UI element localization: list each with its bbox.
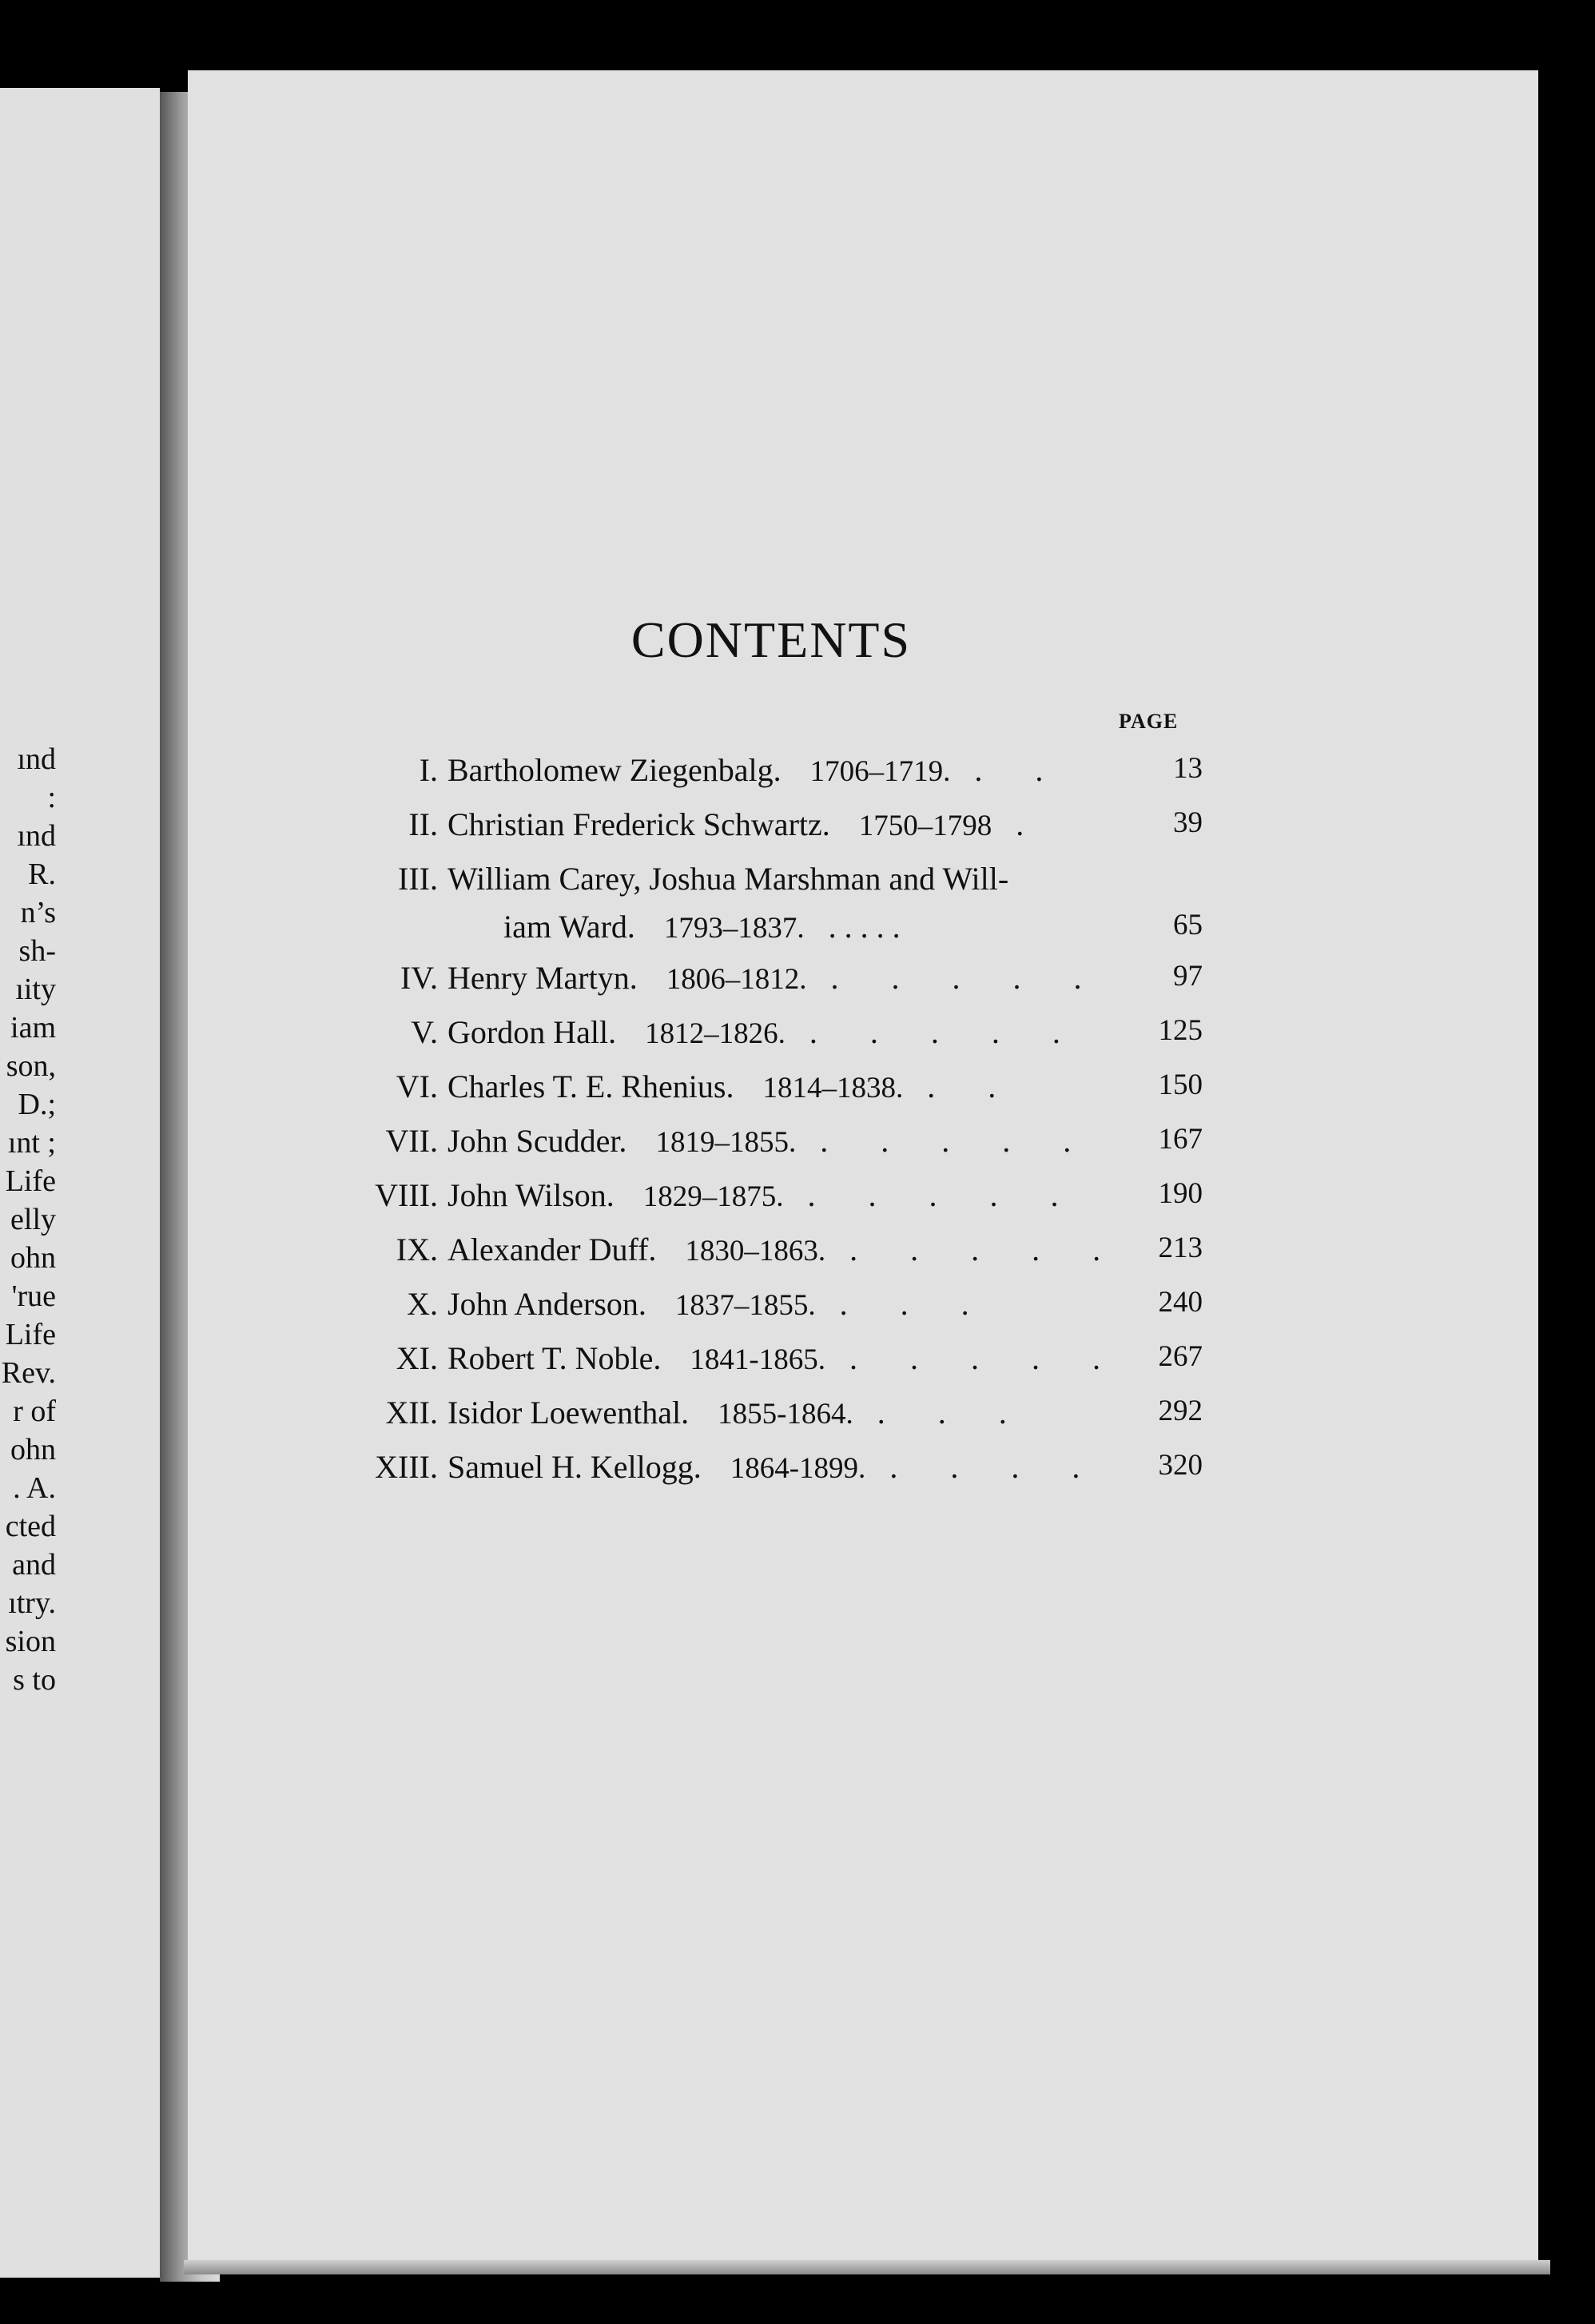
left-page-fragment: Rev. [1, 1356, 56, 1390]
toc-entry-leader: . . . . . [849, 1340, 1123, 1376]
toc-entry-number: III. [398, 861, 438, 897]
toc-entry [0, 1231, 1595, 1271]
toc-entry-number: XII. [385, 1395, 438, 1431]
toc-entry-number: II. [408, 806, 438, 842]
toc-entry-title: Bartholomew Ziegenbalg. [447, 752, 782, 788]
left-page-fragment: R. [28, 858, 56, 891]
left-page-fragment: r of [13, 1395, 56, 1428]
toc-entry-number: X. [407, 1286, 438, 1322]
toc-entry-page: 65 [1173, 909, 1203, 941]
toc-entry-page: 167 [1158, 1123, 1203, 1156]
toc-entry [0, 1176, 1595, 1216]
toc-entry [0, 860, 1595, 900]
toc-entry [0, 1285, 1595, 1325]
left-page-fragment: Life [5, 1164, 56, 1198]
toc-entry-leader: . . . . . [807, 1177, 1081, 1213]
toc-entry-page: 13 [1173, 752, 1203, 785]
left-page-fragment: son, [6, 1049, 56, 1083]
toc-entry-page: 292 [1158, 1395, 1203, 1427]
toc-entry-title: Robert T. Noble. [447, 1340, 662, 1376]
toc-entry-leader: . . . . . [849, 1232, 1124, 1267]
left-page-fragment: sh- [18, 934, 56, 968]
toc-entry [0, 1013, 1595, 1053]
toc-entry [0, 1122, 1595, 1162]
left-page-fragment: and [12, 1548, 56, 1582]
left-page-fragment: D.; [18, 1088, 56, 1121]
toc-entry [0, 1394, 1595, 1434]
left-page-fragment: n’s [20, 896, 56, 929]
toc-entry-page: 320 [1158, 1449, 1203, 1482]
toc-entry-leader: . . . [839, 1286, 992, 1322]
toc-entry-years: 1806–1812. [666, 963, 807, 996]
left-page-fragment: elly [10, 1203, 56, 1236]
left-page-fragment: s to [13, 1663, 56, 1697]
toc-entry-page: 190 [1158, 1177, 1203, 1210]
toc-entry [0, 751, 1595, 791]
toc-entry-title: Isidor Loewenthal. [447, 1395, 690, 1431]
toc-entry-years: 1793–1837. [663, 912, 805, 945]
toc-entry-title: Charles T. E. Rhenius. [447, 1068, 734, 1104]
toc-entry-title: Gordon Hall. [447, 1014, 617, 1050]
toc-entry-title: John Anderson. [447, 1286, 646, 1322]
toc-entry-title: John Scudder. [447, 1123, 627, 1159]
toc-entry-page: 213 [1158, 1232, 1203, 1264]
toc-entry-leader: . . . . . [820, 1123, 1094, 1159]
toc-entry [0, 1068, 1595, 1108]
toc-entry [0, 1448, 1595, 1488]
toc-entry-page: 267 [1158, 1340, 1203, 1373]
toc-entry-years: 1819–1855. [655, 1126, 797, 1159]
toc-entry-number: VI. [396, 1068, 438, 1104]
toc-entry-number: I. [419, 752, 438, 788]
left-page-fragment: ıtry. [8, 1586, 56, 1620]
toc-entry-years: 1829–1875. [642, 1180, 784, 1213]
toc-entry-number: XI. [396, 1340, 438, 1376]
toc-entry [0, 959, 1595, 999]
page-edge [184, 2260, 1550, 2274]
left-page-fragment: cted [5, 1510, 56, 1543]
toc-entry-number: IX. [396, 1232, 438, 1267]
left-page-fragment: Life [5, 1318, 56, 1351]
toc-entry-title: Christian Frederick Schwartz. [447, 806, 830, 842]
toc-entry-years: 1837–1855. [674, 1289, 816, 1322]
left-page-fragment: sion [5, 1625, 56, 1658]
toc-entry-number: IV. [400, 960, 438, 996]
left-page-fragment: ınt ; [7, 1126, 56, 1160]
toc-entry-years: 1814–1838. [762, 1072, 904, 1104]
toc-entry [0, 1339, 1595, 1379]
toc-entry-leader: . . . [877, 1395, 1029, 1431]
toc-entry-leader: . . . . . [830, 960, 1104, 996]
toc-entry-years: 1706–1719. [809, 755, 951, 788]
toc-entry-title: Henry Martyn. [447, 960, 638, 996]
toc-entry-leader: . . . . . [809, 1014, 1083, 1050]
page-title: CONTENTS [630, 611, 912, 668]
left-page-fragment: ohn [10, 1241, 56, 1275]
toc-entry-page: 125 [1158, 1014, 1203, 1047]
toc-entry-leader: . . . . [889, 1449, 1103, 1485]
left-page-fragment: iam [10, 1011, 56, 1045]
left-page-fragment: ınd [17, 819, 56, 853]
toc-entry-title-continued: iam Ward. [503, 909, 635, 945]
toc-entry-years: 1750–1798 [858, 810, 992, 842]
toc-entry [0, 806, 1595, 846]
left-page-fragment: ıity [15, 973, 56, 1006]
page-column-header: PAGE [1119, 710, 1179, 733]
left-page-fragment: 'rue [11, 1279, 56, 1313]
toc-entry-title: Alexander Duff. [447, 1232, 657, 1267]
toc-entry-years: 1841-1865. [690, 1343, 825, 1376]
toc-entry-number: XIII. [375, 1449, 438, 1485]
toc-entry-leader: . . . . . [828, 909, 901, 945]
toc-entry-leader: . [1016, 806, 1047, 842]
left-page-fragment: : [47, 781, 56, 814]
toc-entry-number: V. [411, 1014, 438, 1050]
toc-entry-number: VIII. [375, 1177, 438, 1213]
left-page-fragment: . A. [13, 1471, 56, 1505]
toc-entry-years: 1864-1899. [730, 1452, 866, 1485]
toc-entry-page: 39 [1173, 806, 1203, 839]
toc-entry-title: John Wilson. [447, 1177, 615, 1213]
toc-entry-page: 150 [1158, 1068, 1203, 1101]
toc-entry-leader: . . [927, 1068, 1019, 1104]
contents-page [188, 70, 1538, 2268]
toc-entry-years: 1830–1863. [685, 1235, 826, 1267]
toc-entry-number: VII. [385, 1123, 438, 1159]
toc-entry-years: 1855-1864. [718, 1398, 853, 1431]
toc-entry-page: 240 [1158, 1286, 1203, 1319]
toc-entry-title: William Carey, Joshua Marshman and Will- [447, 861, 1009, 897]
left-page-fragment: ınd [17, 742, 56, 776]
toc-entry-page: 97 [1173, 960, 1203, 993]
toc-entry-years: 1812–1826. [645, 1017, 786, 1050]
left-page-fragment: ohn [10, 1433, 56, 1466]
toc-entry-title: Samuel H. Kellogg. [447, 1449, 702, 1485]
toc-entry-leader: . . [974, 752, 1066, 788]
